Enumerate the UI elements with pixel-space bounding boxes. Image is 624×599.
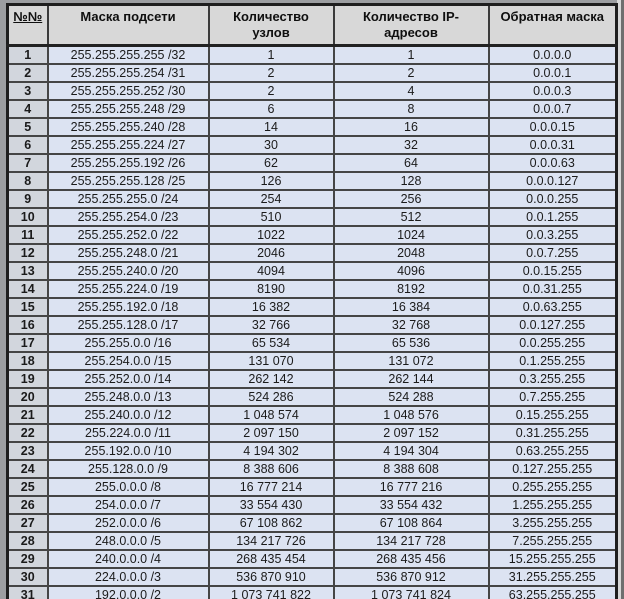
table-row	[8, 568, 617, 586]
cell-wildcard-mask: 0.0.0.31	[489, 136, 617, 154]
cell-ip-count: 512	[334, 208, 489, 226]
table-row	[8, 406, 617, 424]
cell-subnet-mask: 255.128.0.0 /9	[48, 460, 209, 478]
col-header-wildcard-mask	[489, 5, 617, 46]
col-header-host-count	[209, 5, 334, 46]
cell-ip-count: 2048	[334, 244, 489, 262]
cell-wildcard-mask: 0.0.7.255	[489, 244, 617, 262]
cell-host-count: 1 048 574	[209, 406, 334, 424]
cell-row-number: 30	[8, 568, 48, 586]
cell-subnet-mask: 248.0.0.0 /5	[48, 532, 209, 550]
cell-subnet-mask: 255.255.255.255 /32	[48, 46, 209, 65]
table-row	[8, 118, 617, 136]
cell-wildcard-mask: 3.255.255.255	[489, 514, 617, 532]
cell-row-number: 14	[8, 280, 48, 298]
cell-ip-count: 524 288	[334, 388, 489, 406]
cell-row-number: 20	[8, 388, 48, 406]
cell-ip-count: 268 435 456	[334, 550, 489, 568]
cell-ip-count: 8	[334, 100, 489, 118]
cell-ip-count: 256	[334, 190, 489, 208]
cell-subnet-mask: 255.255.254.0 /23	[48, 208, 209, 226]
cell-subnet-mask: 255.255.255.248 /29	[48, 100, 209, 118]
cell-wildcard-mask: 0.63.255.255	[489, 442, 617, 460]
cell-host-count: 510	[209, 208, 334, 226]
cell-subnet-mask: 255.240.0.0 /12	[48, 406, 209, 424]
table-row	[8, 442, 617, 460]
cell-wildcard-mask: 0.0.0.1	[489, 64, 617, 82]
cell-row-number: 25	[8, 478, 48, 496]
cell-ip-count: 4096	[334, 262, 489, 280]
cell-row-number: 28	[8, 532, 48, 550]
cell-wildcard-mask: 0.1.255.255	[489, 352, 617, 370]
cell-host-count: 536 870 910	[209, 568, 334, 586]
cell-ip-count: 32 768	[334, 316, 489, 334]
cell-ip-count: 33 554 432	[334, 496, 489, 514]
cell-subnet-mask: 255.255.255.252 /30	[48, 82, 209, 100]
col-header-number-label: №№	[13, 9, 43, 24]
cell-row-number: 27	[8, 514, 48, 532]
cell-host-count: 8190	[209, 280, 334, 298]
cell-wildcard-mask: 31.255.255.255	[489, 568, 617, 586]
cell-host-count: 14	[209, 118, 334, 136]
cell-row-number: 12	[8, 244, 48, 262]
table-row	[8, 208, 617, 226]
col-header-host-count-line2: узлов	[252, 25, 290, 40]
cell-host-count: 131 070	[209, 352, 334, 370]
cell-ip-count: 16 384	[334, 298, 489, 316]
table-row	[8, 424, 617, 442]
cell-wildcard-mask: 0.15.255.255	[489, 406, 617, 424]
table-row	[8, 262, 617, 280]
cell-ip-count: 4	[334, 82, 489, 100]
table-row	[8, 550, 617, 568]
subnet-mask-table	[6, 3, 618, 599]
cell-subnet-mask: 255.255.0.0 /16	[48, 334, 209, 352]
cell-host-count: 2046	[209, 244, 334, 262]
cell-row-number: 10	[8, 208, 48, 226]
cell-host-count: 67 108 862	[209, 514, 334, 532]
cell-host-count: 4 194 302	[209, 442, 334, 460]
cell-subnet-mask: 255.255.255.192 /26	[48, 154, 209, 172]
cell-row-number: 22	[8, 424, 48, 442]
cell-row-number: 29	[8, 550, 48, 568]
table-row	[8, 460, 617, 478]
table-row	[8, 280, 617, 298]
cell-ip-count: 16	[334, 118, 489, 136]
cell-subnet-mask: 255.255.248.0 /21	[48, 244, 209, 262]
cell-wildcard-mask: 0.0.0.15	[489, 118, 617, 136]
cell-host-count: 134 217 726	[209, 532, 334, 550]
cell-wildcard-mask: 15.255.255.255	[489, 550, 617, 568]
cell-ip-count: 2	[334, 64, 489, 82]
table-row	[8, 190, 617, 208]
header-row	[8, 5, 617, 46]
cell-host-count: 6	[209, 100, 334, 118]
cell-wildcard-mask: 0.0.1.255	[489, 208, 617, 226]
cell-subnet-mask: 252.0.0.0 /6	[48, 514, 209, 532]
cell-row-number: 23	[8, 442, 48, 460]
table-row	[8, 532, 617, 550]
cell-ip-count: 2 097 152	[334, 424, 489, 442]
cell-wildcard-mask: 0.7.255.255	[489, 388, 617, 406]
cell-host-count: 1022	[209, 226, 334, 244]
table-row	[8, 478, 617, 496]
table-row	[8, 316, 617, 334]
cell-wildcard-mask: 1.255.255.255	[489, 496, 617, 514]
cell-host-count: 16 382	[209, 298, 334, 316]
cell-subnet-mask: 255.255.255.254 /31	[48, 64, 209, 82]
cell-row-number: 2	[8, 64, 48, 82]
cell-ip-count: 128	[334, 172, 489, 190]
cell-wildcard-mask: 0.0.0.3	[489, 82, 617, 100]
cell-host-count: 4094	[209, 262, 334, 280]
cell-wildcard-mask: 0.0.0.127	[489, 172, 617, 190]
col-header-number	[8, 5, 48, 46]
cell-ip-count: 32	[334, 136, 489, 154]
cell-ip-count: 1024	[334, 226, 489, 244]
cell-row-number: 4	[8, 100, 48, 118]
table-row	[8, 244, 617, 262]
cell-wildcard-mask: 0.0.31.255	[489, 280, 617, 298]
cell-subnet-mask: 255.192.0.0 /10	[48, 442, 209, 460]
cell-row-number: 17	[8, 334, 48, 352]
cell-subnet-mask: 192.0.0.0 /2	[48, 586, 209, 599]
cell-wildcard-mask: 0.0.0.255	[489, 190, 617, 208]
cell-subnet-mask: 255.255.128.0 /17	[48, 316, 209, 334]
cell-row-number: 9	[8, 190, 48, 208]
table-row	[8, 172, 617, 190]
cell-ip-count: 64	[334, 154, 489, 172]
cell-wildcard-mask: 0.0.15.255	[489, 262, 617, 280]
cell-ip-count: 536 870 912	[334, 568, 489, 586]
cell-subnet-mask: 255.255.240.0 /20	[48, 262, 209, 280]
cell-host-count: 33 554 430	[209, 496, 334, 514]
cell-wildcard-mask: 0.31.255.255	[489, 424, 617, 442]
cell-host-count: 1	[209, 46, 334, 65]
col-header-subnet-mask	[48, 5, 209, 46]
cell-subnet-mask: 255.255.255.224 /27	[48, 136, 209, 154]
cell-host-count: 16 777 214	[209, 478, 334, 496]
cell-row-number: 13	[8, 262, 48, 280]
cell-row-number: 8	[8, 172, 48, 190]
cell-subnet-mask: 255.252.0.0 /14	[48, 370, 209, 388]
cell-ip-count: 67 108 864	[334, 514, 489, 532]
cell-ip-count: 134 217 728	[334, 532, 489, 550]
cell-host-count: 2	[209, 82, 334, 100]
cell-row-number: 21	[8, 406, 48, 424]
cell-wildcard-mask: 0.0.0.63	[489, 154, 617, 172]
cell-host-count: 254	[209, 190, 334, 208]
cell-row-number: 1	[8, 46, 48, 65]
cell-host-count: 32 766	[209, 316, 334, 334]
cell-wildcard-mask: 0.3.255.255	[489, 370, 617, 388]
cell-row-number: 7	[8, 154, 48, 172]
cell-wildcard-mask: 7.255.255.255	[489, 532, 617, 550]
cell-row-number: 15	[8, 298, 48, 316]
cell-row-number: 5	[8, 118, 48, 136]
cell-row-number: 31	[8, 586, 48, 599]
cell-subnet-mask: 254.0.0.0 /7	[48, 496, 209, 514]
cell-subnet-mask: 255.255.252.0 /22	[48, 226, 209, 244]
cell-ip-count: 8 388 608	[334, 460, 489, 478]
cell-host-count: 30	[209, 136, 334, 154]
cell-ip-count: 8192	[334, 280, 489, 298]
cell-wildcard-mask: 63.255.255.255	[489, 586, 617, 599]
table-row	[8, 370, 617, 388]
cell-host-count: 1 073 741 822	[209, 586, 334, 599]
table-row	[8, 298, 617, 316]
col-header-host-count-line1: Количество	[233, 9, 309, 24]
table-row	[8, 586, 617, 599]
table-row	[8, 46, 617, 65]
cell-row-number: 6	[8, 136, 48, 154]
table-row	[8, 226, 617, 244]
cell-ip-count: 262 144	[334, 370, 489, 388]
cell-host-count: 2 097 150	[209, 424, 334, 442]
cell-subnet-mask: 255.248.0.0 /13	[48, 388, 209, 406]
table-row	[8, 100, 617, 118]
cell-ip-count: 131 072	[334, 352, 489, 370]
table-row	[8, 352, 617, 370]
cell-row-number: 3	[8, 82, 48, 100]
cell-subnet-mask: 224.0.0.0 /3	[48, 568, 209, 586]
table-row	[8, 334, 617, 352]
cell-wildcard-mask: 0.0.3.255	[489, 226, 617, 244]
cell-subnet-mask: 255.255.255.128 /25	[48, 172, 209, 190]
table-row	[8, 154, 617, 172]
cell-row-number: 18	[8, 352, 48, 370]
cell-subnet-mask: 240.0.0.0 /4	[48, 550, 209, 568]
table-row	[8, 64, 617, 82]
cell-host-count: 524 286	[209, 388, 334, 406]
cell-host-count: 8 388 606	[209, 460, 334, 478]
table-row	[8, 514, 617, 532]
cell-subnet-mask: 255.224.0.0 /11	[48, 424, 209, 442]
cell-wildcard-mask: 0.0.255.255	[489, 334, 617, 352]
table-row	[8, 388, 617, 406]
cell-ip-count: 65 536	[334, 334, 489, 352]
cell-wildcard-mask: 0.0.0.0	[489, 46, 617, 65]
col-header-subnet-mask-label: Маска подсети	[80, 9, 176, 24]
table-row	[8, 136, 617, 154]
cell-host-count: 62	[209, 154, 334, 172]
col-header-ip-count-line2: адресов	[384, 25, 438, 40]
cell-wildcard-mask: 0.0.63.255	[489, 298, 617, 316]
cell-subnet-mask: 255.0.0.0 /8	[48, 478, 209, 496]
cell-subnet-mask: 255.254.0.0 /15	[48, 352, 209, 370]
table-row	[8, 82, 617, 100]
col-header-ip-count-line1: Количество IP-	[363, 9, 459, 24]
cell-ip-count: 1 048 576	[334, 406, 489, 424]
cell-row-number: 16	[8, 316, 48, 334]
cell-ip-count: 1 073 741 824	[334, 586, 489, 599]
cell-host-count: 126	[209, 172, 334, 190]
cell-host-count: 262 142	[209, 370, 334, 388]
cell-row-number: 24	[8, 460, 48, 478]
col-header-wildcard-mask-label: Обратная маска	[500, 9, 605, 24]
cell-subnet-mask: 255.255.192.0 /18	[48, 298, 209, 316]
cell-host-count: 65 534	[209, 334, 334, 352]
cell-subnet-mask: 255.255.255.240 /28	[48, 118, 209, 136]
cell-wildcard-mask: 0.0.127.255	[489, 316, 617, 334]
cell-host-count: 2	[209, 64, 334, 82]
cell-ip-count: 16 777 216	[334, 478, 489, 496]
cell-host-count: 268 435 454	[209, 550, 334, 568]
col-header-ip-count	[334, 5, 489, 46]
table-row	[8, 496, 617, 514]
cell-row-number: 26	[8, 496, 48, 514]
cell-subnet-mask: 255.255.255.0 /24	[48, 190, 209, 208]
cell-subnet-mask: 255.255.224.0 /19	[48, 280, 209, 298]
cell-wildcard-mask: 0.127.255.255	[489, 460, 617, 478]
cell-ip-count: 4 194 304	[334, 442, 489, 460]
cell-row-number: 19	[8, 370, 48, 388]
cell-ip-count: 1	[334, 46, 489, 65]
cell-wildcard-mask: 0.255.255.255	[489, 478, 617, 496]
cell-row-number: 11	[8, 226, 48, 244]
cell-wildcard-mask: 0.0.0.7	[489, 100, 617, 118]
